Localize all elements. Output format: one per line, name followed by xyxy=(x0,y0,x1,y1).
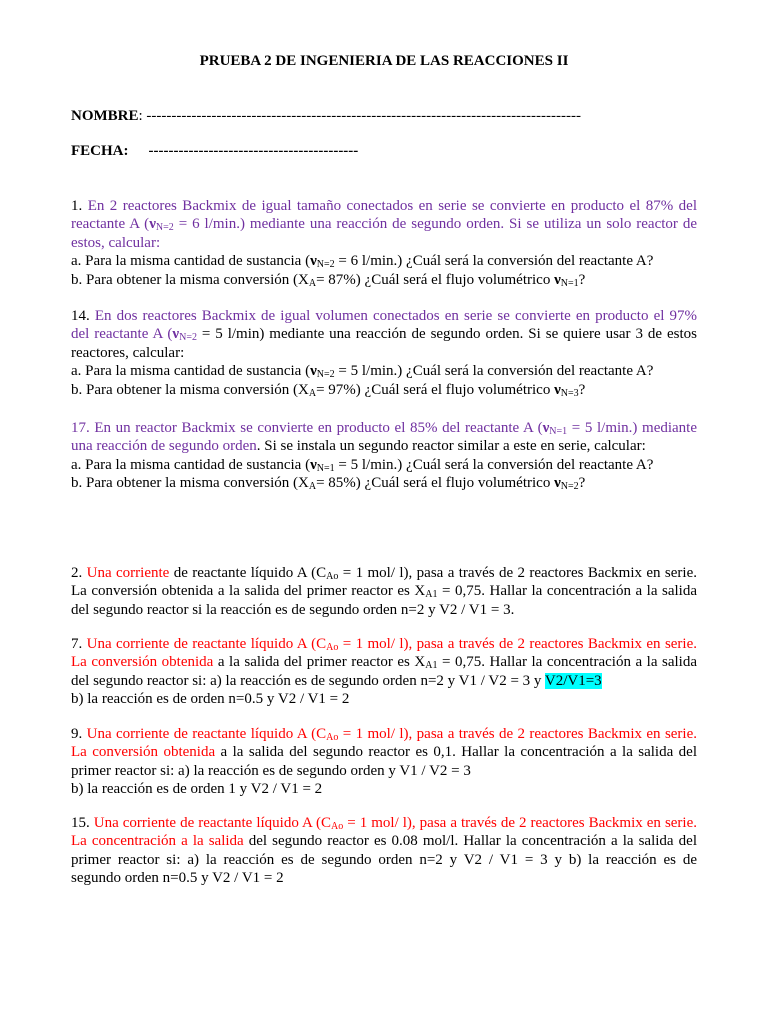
question-17 xyxy=(71,419,697,493)
q14-line-1: 14. En dos reactores Backmix de igual volumen conectados en serie se convierte en producto el 97% xyxy=(71,308,697,324)
page-title: PRUEBA 2 DE INGENIERIA DE LAS REACCIONES II xyxy=(199,53,569,69)
q1-line-3: estos, calcular: xyxy=(71,234,161,251)
question-9 xyxy=(71,725,697,799)
question-15 xyxy=(71,814,697,888)
q17-part-b: b. Para obtener la misma conversión $(X_A= 85\%)$ ¿Cuál será el flujo volumétrico $\nu_{N=2}$? xyxy=(71,475,586,493)
q1-line-1: 1. En 2 reactores Backmix de igual tamaño conectados en serie se convierte en producto el 87% del xyxy=(71,198,698,214)
q15-line-4: segundo orden n=0.5 y V2 / V1 = 2 xyxy=(71,870,284,887)
q14-part-a: a. Para la misma cantidad de sustancia ($\nu_{N=2} = 5$ l/min.) ¿Cuál será la conversión del reactante A? xyxy=(71,363,654,381)
q15-line-2: La concentración a la salida del segundo reactor es 0.08 mol/l. Hallar la concentración a la salida del xyxy=(71,833,697,850)
name-field xyxy=(71,108,581,125)
q1-line-2: reactante A ($\nu_{N=2} = 6$ l/min.) mediante una reacción de segundo orden. Si se utiliza un solo reactor de xyxy=(71,216,698,234)
q9-line-2: La conversión obtenida a la salida del segundo reactor es 0,1. Hallar la concentración a la salida del xyxy=(71,744,697,761)
q2-line-1: 2. Una corriente de reactante líquido A ($C_{Ao} = 1$ mol/ l), pasa a través de 2 reactores Backmix en serie. xyxy=(71,565,697,582)
q14-line-2: del reactante A ($\nu_{N=2} = 5$ l/min) mediante una reacción de segundo orden. Si se quiere usar 3 de estos xyxy=(71,326,697,344)
q17-part-a: a. Para la misma cantidad de sustancia ($\nu_{N=1} = 5$ l/min.) ¿Cuál será la conversión del reactante A? xyxy=(71,456,654,474)
q2-line-2: La conversión obtenida a la salida del primer reactor es $X_{A1} = 0,75$. Hallar la concentración a la salida xyxy=(71,583,697,601)
q1-part-a: a. Para la misma cantidad de sustancia ($\nu_{N=2} = 6$ l/min.) ¿Cuál será la conversión del reactante A? xyxy=(71,253,654,271)
q7-line-4: b) la reacción es de orden n=0.5 y V2 / V1 = 2 xyxy=(71,691,350,708)
q15-line-3: primer reactor si: a) la reacción es de segundo orden n=2 y V2 / V1 = 3 y b) la reacción es de xyxy=(71,851,697,868)
q2-line-3: del segundo reactor si la reacción es de segundo orden n=2 y V2 / V1 = 3. xyxy=(71,601,515,618)
q9-line-1: 9. Una corriente de reactante líquido A ($C_{Ao} = 1$ mol/ l), pasa a través de 2 reactores Backmix en serie. xyxy=(71,726,698,743)
q7-line-1: 7. Una corriente de reactante líquido A ($C_{Ao} = 1$ mol/ l), pasa a través de 2 reactores Backmix en serie. xyxy=(71,636,698,653)
name-blank-line: --------------------------------------------------------------------------------------- xyxy=(146,108,581,124)
name-separator: : xyxy=(138,108,147,124)
date-field xyxy=(71,143,358,160)
q14-part-b: b. Para obtener la misma conversión $(X_A= 97\%)$ ¿Cuál será el flujo volumétrico $\nu_{N=3}$? xyxy=(71,381,586,399)
q9-line-3: primer reactor si: a) la reacción es de segundo orden y V1 / V2 = 3 xyxy=(71,762,471,779)
question-2 xyxy=(71,564,697,619)
q14-line-3: reactores, calcular: xyxy=(71,344,185,361)
date-label: FECHA: xyxy=(71,143,129,159)
q15-line-1: 15. Una corriente de reactante líquido A ($C_{Ao} = 1$ mol/ l), pasa a través de 2 reactores Backmix en serie. xyxy=(71,815,698,832)
q17-line-2: una reacción de segundo orden. Si se instala un segundo reactor similar a este en serie, calcular: xyxy=(71,438,646,455)
question-14 xyxy=(71,307,697,399)
name-label: NOMBRE xyxy=(71,108,139,124)
q17-line-1: 17. En un reactor Backmix se convierte en producto el 85% del reactante A ($\nu_{N=1} = 5$ l/min.) mediante xyxy=(71,420,697,437)
question-7 xyxy=(71,635,697,709)
q7-line-2: La conversión obtenida a la salida del primer reactor es $X_{A1} = 0,75$. Hallar la concentración a la salida xyxy=(71,654,697,672)
q7-line-3: del segundo reactor si: a) la reacción es de segundo orden n=2 y V1 / V2 = 3 y V2/V1=3 xyxy=(71,672,602,689)
date-blank-line: ------------------------------------------ xyxy=(148,143,359,159)
q1-part-b: b. Para obtener la misma conversión $(X_A= 87\%)$ ¿Cuál será el flujo volumétrico $\nu_{N=1}$? xyxy=(71,271,586,289)
highlighted-ratio: V2/V1=3 xyxy=(544,672,602,689)
q9-line-4: b) la reacción es de orden 1 y V2 / V1 = 2 xyxy=(71,781,323,798)
question-1 xyxy=(71,197,697,289)
